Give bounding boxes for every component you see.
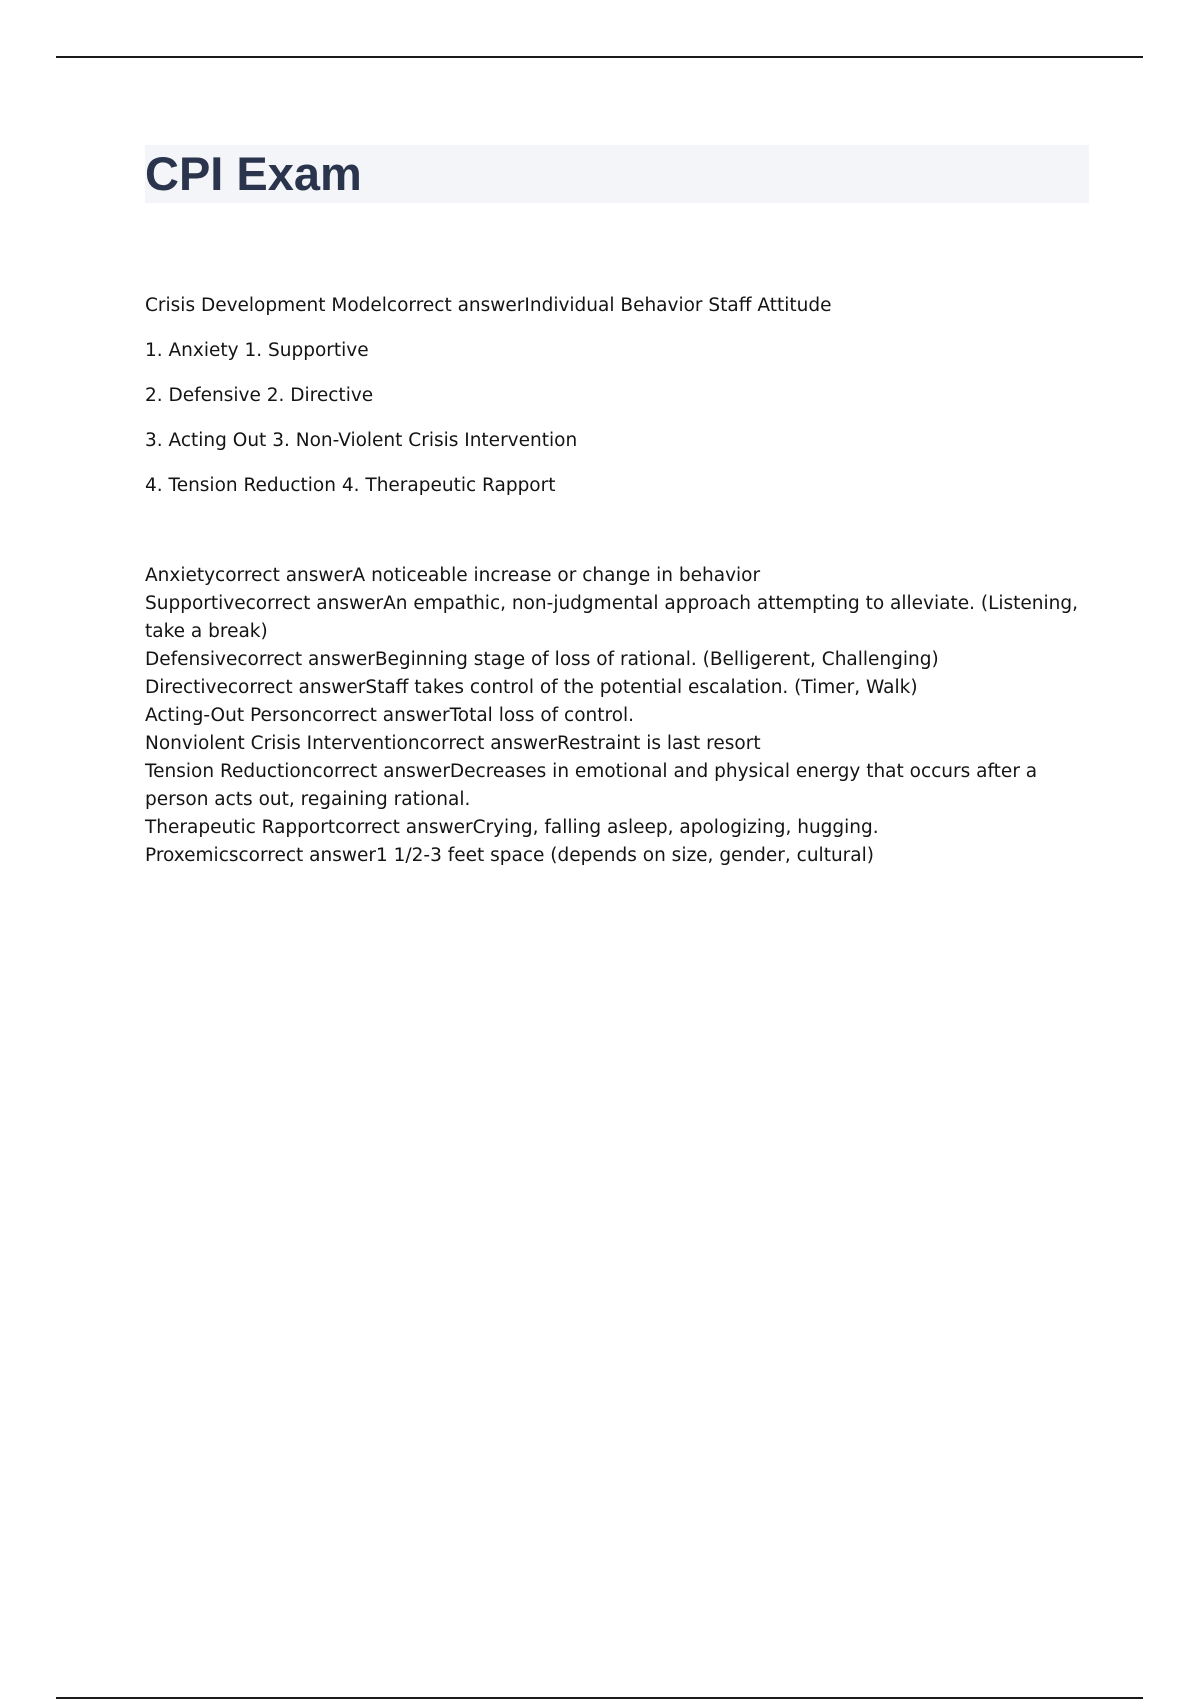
qa-item: Anxietycorrect answerA noticeable increase or change in behavior [145, 565, 761, 586]
qa-item: Directivecorrect answerStaff takes control of the potential escalation. (Timer, Walk) [145, 677, 918, 698]
model-line: 3. Acting Out 3. Non-Violent Crisis Intervention [145, 430, 578, 451]
model-line: 4. Tension Reduction 4. Therapeutic Rapport [145, 475, 556, 496]
page-title: CPI Exam [145, 147, 362, 200]
qa-item: Nonviolent Crisis Interventioncorrect answerRestraint is last resort [145, 733, 761, 754]
qa-list [145, 562, 1085, 870]
bottom-divider [56, 1697, 1143, 1699]
top-divider [56, 56, 1143, 58]
qa-item: Tension Reductioncorrect answerDecreases in emotional and physical energy that occurs after a person acts out, regaining rational. [145, 761, 1038, 810]
crisis-model-block [145, 292, 1085, 500]
model-line: 2. Defensive 2. Directive [145, 385, 374, 406]
qa-item: Acting-Out Personcorrect answerTotal loss of control. [145, 705, 635, 726]
qa-item: Therapeutic Rapportcorrect answerCrying, falling asleep, apologizing, hugging. [145, 817, 879, 838]
qa-item: Supportivecorrect answerAn empathic, non-judgmental approach attempting to alleviate. (Listening, take a break) [145, 593, 1079, 642]
crisis-model-heading: Crisis Development Modelcorrect answerIndividual Behavior Staff Attitude [145, 295, 832, 316]
model-line: 1. Anxiety 1. Supportive [145, 340, 369, 361]
qa-item: Proxemicscorrect answer1 1/2-3 feet space (depends on size, gender, cultural) [145, 845, 874, 866]
document-body [145, 292, 1085, 870]
qa-item: Defensivecorrect answerBeginning stage of loss of rational. (Belligerent, Challenging) [145, 649, 939, 670]
